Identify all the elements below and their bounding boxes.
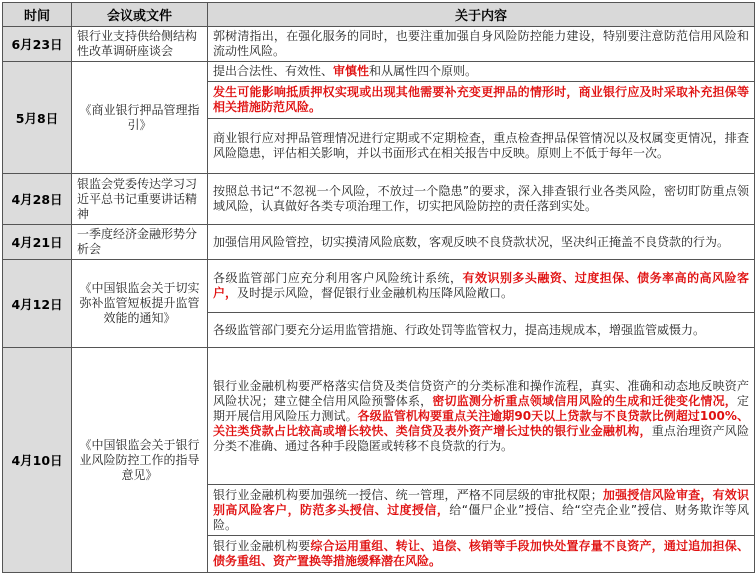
content-text: 各级监管部门要充分运用监管措施、行政处罚等监管权力，提高违规成本，增强监管威慑力。 [213, 322, 706, 337]
row-content [208, 313, 755, 348]
row-content [208, 62, 755, 82]
table-row [3, 260, 755, 313]
row-document: 银行业支持供给侧结构性改革调研座谈会 [72, 27, 208, 62]
header-time: 时间 [3, 3, 72, 27]
content-text: 和从属性四个原则。 [369, 64, 478, 78]
table-row [3, 62, 755, 82]
policy-table [2, 2, 755, 573]
row-content [208, 119, 755, 174]
row-document: 一季度经济金融形势分析会 [72, 225, 208, 260]
highlighted-text: 密切监测分析重点领域信用风险的生成和迁徙变化情况， [432, 393, 737, 408]
highlighted-text: 各级监管机构要重点关注逾期90天以上贷款与不良贷款比例超过100%、关注类贷款占比较高或增长较快、类信贷及表外资产增长过快的银行业金融机构， [213, 408, 749, 438]
content-text: 定期开展信用风险压力测试。 [213, 393, 749, 423]
content-text: 郭树清指出，在强化服务的同时，也要注重加强自身风险防控能力建设，特别要注意防范信用风险和流动性风险。 [213, 29, 749, 58]
table-body [3, 27, 755, 573]
table-row [3, 27, 755, 62]
table-row [3, 174, 755, 225]
content-text: 商业银行应对押品管理情况进行定期或不定期检查，重点检查押品保管情况以及权属变更情况，排查风险隐患，评估相关影响，并以书面形式在相关报告中反映。原则上不低于每年一次。 [213, 131, 749, 160]
row-content [208, 174, 755, 225]
header-row [3, 3, 755, 27]
header-document: 会议或文件 [72, 3, 208, 27]
row-date: 4月28日 [3, 174, 72, 225]
highlighted-text: 发生可能影响抵质押权实现或出现其他需要补充变更押品的情形时，商业银行应及时采取补充担保等相关措施防范风险。 [213, 85, 749, 114]
row-date: 4月12日 [3, 260, 72, 348]
content-text: 重点治理资产风险分类不准确、通过各种手段隐匿或转移不良贷款的行为。 [213, 423, 749, 453]
row-document: 《商业银行押品管理指引》 [72, 62, 208, 174]
row-document: 银监会党委传达学习习近平总书记重要讲话精神 [72, 174, 208, 225]
highlighted-text: 审慎性 [333, 64, 370, 78]
row-date: 4月10日 [3, 348, 72, 573]
header-content: 关于内容 [208, 3, 755, 27]
row-content [208, 536, 755, 573]
row-content [208, 225, 755, 260]
content-text: 银行业金融机构要严格落实信贷及类信贷资产的分类标准和操作流程，真实、准确和动态地反映资产风险状况；建立健全信用风险预警体系， [213, 378, 749, 408]
content-text: 加强信用风险管控，切实摸清风险底数，客观反映不良贷款状况，坚决纠正掩盖不良贷款的行为。 [213, 234, 730, 249]
content-text: 银行业金融机构要加强统一授信、统一管理，严格不同层级的审批权限； [213, 487, 603, 502]
content-text: 提出合法性、有效性、 [213, 64, 334, 78]
content-text: 各级监管部门应充分利用客户风险统计系统， [213, 271, 463, 285]
content-text: 银行业金融机构要 [213, 539, 311, 553]
table-row [3, 225, 755, 260]
row-content [208, 348, 755, 485]
content-text: 及时提示风险，督促银行业金融机构压降风险敞口。 [237, 286, 514, 300]
highlighted-text: 综合运用重组、转让、追偿、核销等手段加快处置存量不良资产，通过追加担保、债务重组、资产置换等措施缓释潜在风险。 [213, 539, 749, 568]
row-date: 5月8日 [3, 62, 72, 174]
row-content [208, 485, 755, 536]
table-row [3, 348, 755, 485]
content-text: 给“僵尸企业”授信、给“空壳企业”授信、财务欺诈等风险。 [213, 502, 749, 532]
row-date: 4月21日 [3, 225, 72, 260]
highlighted-text: 有效识别多头融资、过度担保、债务率高的高风险客户， [213, 271, 749, 300]
table-container [2, 2, 754, 573]
content-text: 按照总书记“不忽视一个风险，不放过一个隐患”的要求，深入排查银行业各类风险，密切盯防重点领域风险，认真做好各类专项治理工作，切实把风险防控的责任落到实处。 [213, 184, 749, 213]
row-content [208, 260, 755, 313]
row-content [208, 27, 755, 62]
row-document: 《中国银监会关于切实弥补监管短板提升监管效能的通知》 [72, 260, 208, 348]
highlighted-text: 加强授信风险审查，有效识别高风险客户，防范多头授信、过度授信， [213, 487, 749, 517]
row-document: 《中国银监会关于银行业风险防控工作的指导意见》 [72, 348, 208, 573]
row-date: 6月23日 [3, 27, 72, 62]
row-content [208, 82, 755, 119]
